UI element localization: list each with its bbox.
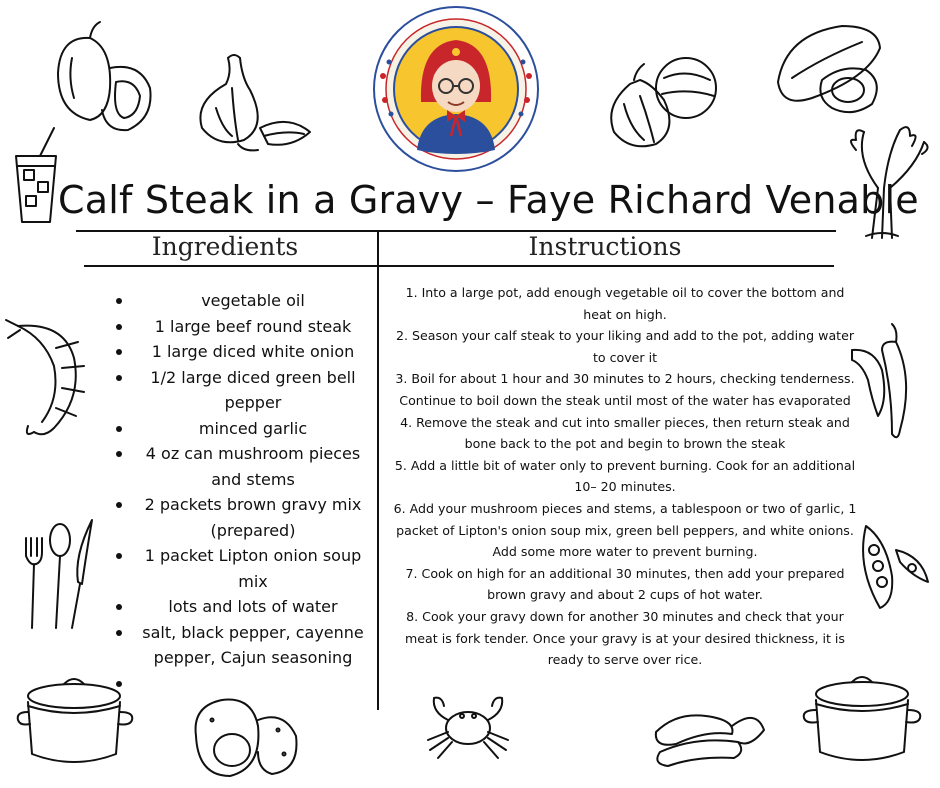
recipe-title: Calf Steak in a Gravy – Faye Richard Venable [58, 178, 919, 222]
ingredient-item: 2 packets brown gravy mix (prepared) [112, 492, 372, 543]
iced-drink-icon [10, 126, 62, 226]
ingredient-item: minced garlic [112, 416, 372, 442]
crab-icon [422, 692, 514, 762]
meemaw-logo [371, 4, 541, 174]
onion-icon [600, 44, 722, 156]
instruction-step: 4. Remove the steak and cut into smaller pieces, then return steak and bone back to the pot and begin to brown the steak [400, 414, 850, 452]
ingredient-item: 4 oz can mushroom pieces and stems [112, 441, 372, 492]
instruction-step: 1. Into a large pot, add enough vegetable oil to cover the bottom and heat on high. [405, 285, 845, 322]
ingredient-item: vegetable oil [112, 288, 372, 314]
header-divider [84, 265, 834, 267]
shrimp-icon [4, 318, 88, 442]
ingredient-item: 1/2 large diced green bell pepper [112, 365, 372, 416]
ingredient-item: 1 large diced white onion [112, 339, 372, 365]
instruction-step: 3. Boil for about 1 hour and 30 minutes to 2 hours, checking tenderness. Continue to boil down the steak until most of the water has evaporated [395, 371, 855, 408]
ingredient-item: lots and lots of water [112, 594, 372, 620]
instruction-step: 2. Season your calf steak to your liking and add to the pot, adding water to cover it [395, 328, 855, 365]
instructions-heading: Instructions [528, 232, 682, 261]
instruction-step: 8. Cook your gravy down for another 30 minutes and check that your meat is fork tender. Once your gravy is at your desired thickness, it is ready to serve over rice. [405, 608, 845, 668]
stock-pot-icon [800, 670, 924, 770]
ingredient-item: salt, black pepper, cayenne pepper, Cajun seasoning [112, 620, 372, 671]
ingredients-heading: Ingredients [151, 232, 299, 261]
instructions-list [390, 282, 860, 671]
instruction-step: 6. Add your mushroom pieces and stems, a tablespoon or two of garlic, 1 packet of Lipton's onion soup mix, green bell peppers, and white onions. Add some more water to prevent burning. [393, 500, 857, 560]
instruction-step: 7. Cook on high for an additional 30 minutes, then add your prepared brown gravy and about 2 cups of hot water. [405, 565, 845, 603]
bell-pepper-icon [50, 18, 158, 136]
ingredients-list [112, 288, 372, 696]
pea-pod-icon [852, 516, 932, 616]
sweet-potato-icon [772, 18, 888, 124]
cutlery-icon [20, 516, 100, 634]
ingredient-item [112, 671, 372, 696]
sausage-icon [646, 696, 768, 772]
potatoes-icon [188, 690, 302, 784]
ingredient-item: 1 packet Lipton onion soup mix [112, 543, 372, 594]
instruction-step: 5. Add a little bit of water only to prevent burning. Cook for an additional 10– 20 minutes. [394, 457, 856, 495]
garlic-icon [188, 48, 316, 156]
column-divider [377, 232, 379, 710]
ingredient-item: 1 large beef round steak [112, 314, 372, 340]
